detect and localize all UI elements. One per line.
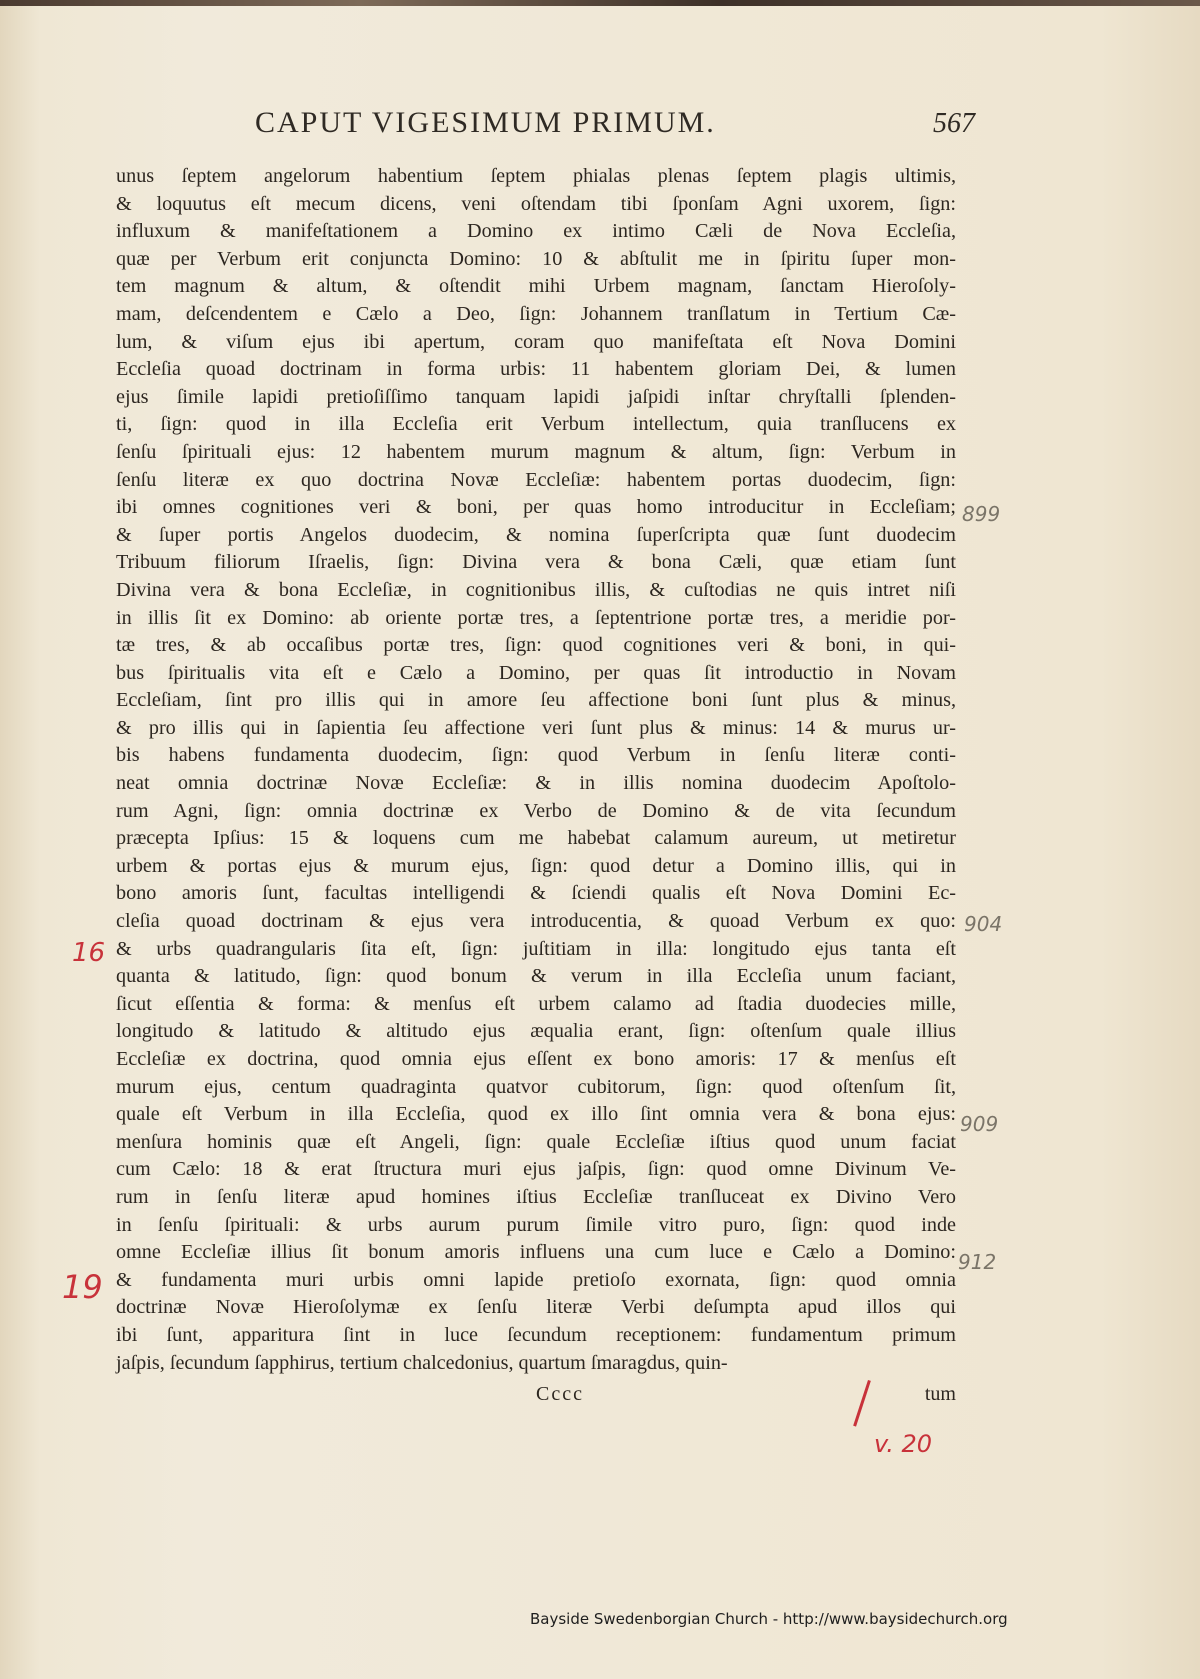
catchwords-line <box>116 1383 956 1413</box>
text-line: quæ per Verbum erit conjuncta Domino: 10 & abſtulit me in ſpiritu ſuper mon- <box>116 247 956 270</box>
text-line: bus ſpiritualis vita eſt e Cælo a Domino, per quas ſit introductio in Novam <box>116 661 956 684</box>
text-line: rum Agni, ſign: omnia doctrinæ ex Verbo de Domino & de vita ſecundum <box>116 799 956 822</box>
text-line: & ſuper portis Angelos duodecim, & nomina ſuperſcripta quæ ſunt duodecim <box>116 523 956 546</box>
margin-verse-number-19: 19 <box>62 1268 103 1306</box>
text-line: Eccleſiæ ex doctrina, quod omnia ejus eſſent ex bono amoris: 17 & menſus eſt <box>116 1048 956 1070</box>
text-line: in illis ſit ex Domino: ab oriente portæ tres, a ſeptentrione portæ tres, a meridie por- <box>116 606 956 629</box>
text-line: ſicut eſſentia & forma: & menſus eſt urbem calamo ad ſtadia duodecies mille, <box>116 992 956 1015</box>
text-line: doctrinæ Novæ Hieroſolymæ ex ſenſu literæ Verbi deſumpta apud illos qui <box>116 1296 956 1319</box>
pencil-number-912: 912 <box>958 1250 997 1274</box>
signature-mark: Cccc <box>536 1383 584 1405</box>
body-text <box>116 163 956 1377</box>
text-line: bis habens fundamenta duodecim, ſign: quod Verbum in ſenſu literæ conti- <box>116 744 956 767</box>
text-line: cum Cælo: 18 & erat ſtructura muri ejus jaſpis, ſign: quod omne Divinum Ve- <box>116 1158 956 1181</box>
text-line: ſenſu ſpirituali ejus: 12 habentem murum magnum & altum, ſign: Verbum in <box>116 440 956 463</box>
text-line: bono amoris ſunt, facultas intelligendi & ſciendi qualis eſt Nova Domini Ec- <box>116 882 956 905</box>
text-line: urbem & portas ejus & murum ejus, ſign: quod detur a Domino illis, qui in <box>116 854 956 877</box>
text-line: quanta & latitudo, ſign: quod bonum & verum in illa Eccleſia unum faciant, <box>116 965 956 988</box>
text-line: in ſenſu ſpirituali: & urbs aurum purum ſimile vitro puro, ſign: quod inde <box>116 1213 956 1236</box>
pencil-number-899: 899 <box>962 502 1001 526</box>
text-line: ſenſu literæ ex quo doctrina Novæ Eccleſiæ: habentem portas duodecim, ſign: <box>116 468 956 491</box>
text-line: quale eſt Verbum in illa Eccleſia, quod ex illo ſint omnia vera & bona ejus: <box>116 1103 956 1126</box>
text-line: unus ſeptem angelorum habentium ſeptem phialas plenas ſeptem plagis ultimis, <box>116 165 956 187</box>
text-line: lum, & viſum ejus ibi apertum, coram quo manifeſtata eſt Nova Domini <box>116 330 956 353</box>
page-top-edge <box>0 0 1200 6</box>
text-line: omne Eccleſiæ illius ſit bonum amoris influens una cum luce e Cælo a Domino: <box>116 1241 956 1264</box>
text-line: cleſia quoad doctrinam & ejus vera introducentia, & quoad Verbum ex quo: <box>116 910 956 933</box>
text-line: & fundamenta muri urbis omni lapide pretioſo exornata, ſign: quod omnia <box>116 1268 956 1291</box>
running-title: CAPUT VIGESIMUM PRIMUM. <box>255 106 716 139</box>
text-line: mam, deſcendentem e Cælo a Deo, ſign: Johannem tranſlatum in Tertium Cæ- <box>116 302 956 325</box>
text-line: ibi ſunt, apparitura ſint in luce ſecundum receptionem: fundamentum primum <box>116 1323 956 1346</box>
text-line: præcepta Ipſius: 15 & loquens cum me habebat calamum aureum, ut metiretur <box>116 827 956 850</box>
text-line: menſura hominis quæ eſt Angeli, ſign: quale Eccleſiæ iſtius quod unum faciat <box>116 1130 956 1153</box>
text-line: Eccleſiam, ſint pro illis qui in amore ſeu affectione boni ſunt plus & minus, <box>116 689 956 712</box>
text-line: ibi omnes cognitiones veri & boni, per quas homo introducitur in Eccleſiam; <box>116 496 956 519</box>
text-line: influxum & manifeſtationem a Domino ex intimo Cæli de Nova Eccleſia, <box>116 220 956 243</box>
text-line: ti, ſign: quod in illa Eccleſia erit Verbum intellectum, quia tranſlucens ex <box>116 413 956 436</box>
text-line: neat omnia doctrinæ Novæ Eccleſiæ: & in illis nomina duodecim Apoſtolo- <box>116 772 956 795</box>
text-line: jaſpis, ſecundum ſapphirus, tertium chalcedonius, quartum ſmaragdus, quin- <box>116 1351 728 1374</box>
page-header <box>255 106 975 146</box>
text-line: Tribuum filiorum Iſraelis, ſign: Divina vera & bona Cæli, quæ etiam ſunt <box>116 551 956 574</box>
margin-verse-number-16: 16 <box>72 938 106 968</box>
pencil-number-909: 909 <box>960 1112 999 1136</box>
text-line: murum ejus, centum quadraginta quatvor cubitorum, ſign: quod oſtenſum ſit, <box>116 1075 956 1098</box>
text-line: & loquutus eſt mecum dicens, veni oſtendam tibi ſponſam Agni uxorem, ſign: <box>116 192 956 215</box>
text-line: longitudo & latitudo & altitudo ejus æqualia erant, ſign: oſtenſum quale illius <box>116 1020 956 1043</box>
footer-credit: Bayside Swedenborgian Church - http://www.baysidechurch.org <box>530 1610 1008 1628</box>
page-number: 567 <box>933 108 975 139</box>
text-line: & urbs quadrangularis ſita eſt, ſign: juſtitiam in illa: longitudo ejus tanta eſt <box>116 937 956 960</box>
text-line: ejus ſimile lapidi pretioſiſſimo tanquam lapidi jaſpidi inſtar chryſtalli ſplenden- <box>116 385 956 408</box>
text-line: Divina vera & bona Eccleſiæ, in cognitionibus illis, & cuſtodias ne quis intret niſi <box>116 578 956 601</box>
text-line: Eccleſia quoad doctrinam in forma urbis: 11 habentem gloriam Dei, & lumen <box>116 358 956 381</box>
text-line: tæ tres, & ab occaſibus portæ tres, ſign: quod cognitiones veri & boni, in qui- <box>116 634 956 657</box>
text-line: tem magnum & altum, & oſtendit mihi Urbem magnam, ſanctam Hieroſoly- <box>116 275 956 298</box>
text-line: & pro illis qui in ſapientia ſeu affectione veri ſunt plus & minus: 14 & murus ur- <box>116 716 956 739</box>
verse-note-20: v. 20 <box>874 1430 933 1458</box>
text-line: rum in ſenſu literæ apud homines iſtius Eccleſiæ tranſluceat ex Divino Vero <box>116 1185 956 1208</box>
catchword: tum <box>924 1383 956 1405</box>
pencil-number-904: 904 <box>964 912 1003 936</box>
